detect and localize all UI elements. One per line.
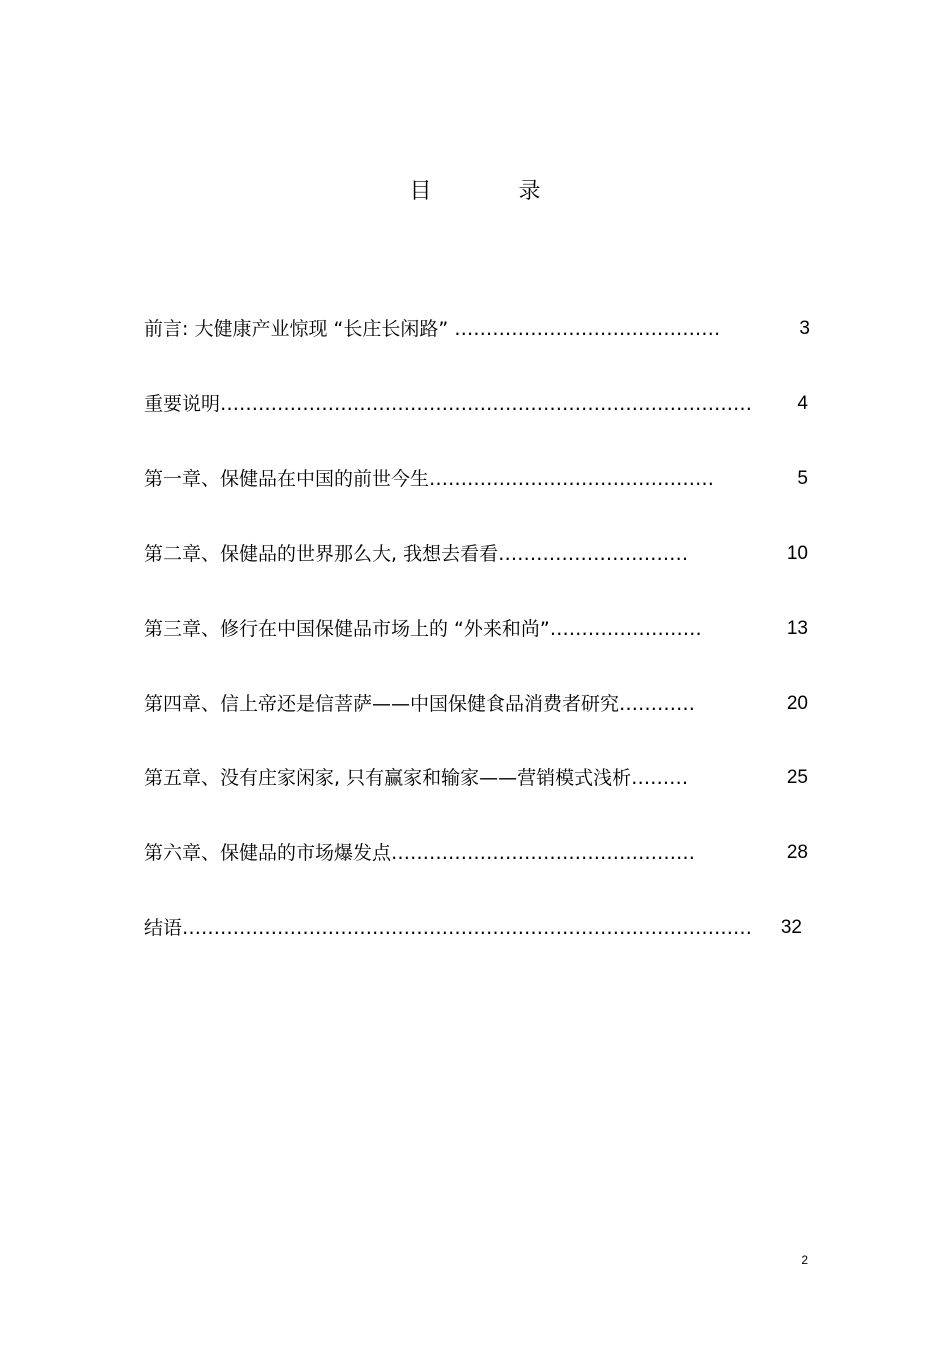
toc-entry-preface[interactable] [144, 314, 824, 344]
toc-entry-page: 13 [786, 618, 808, 639]
page-title: 目 录 [409, 179, 581, 204]
toc-entry-page: 25 [786, 767, 808, 788]
toc-entry-page: 4 [797, 393, 808, 414]
page-number: 2 [801, 1253, 808, 1267]
toc-entry-label: 重要说明………………………………………………………………………… [144, 393, 753, 415]
toc-entry-label: 结语……………………………………………………………………………… [144, 917, 753, 939]
toc-entry-chapter-5[interactable] [144, 763, 824, 793]
toc-entry-notes[interactable] [144, 389, 824, 419]
toc-entry-chapter-1[interactable] [144, 464, 824, 494]
toc-entry-label: 第六章、保健品的市场爆发点………………………………………… [144, 842, 696, 864]
toc-entry-page: 3 [799, 318, 810, 339]
toc-entry-chapter-6[interactable] [144, 838, 824, 868]
toc-entry-label: 第二章、保健品的世界那么大, 我想去看看………………………… [144, 543, 689, 565]
toc-entry-page: 28 [786, 842, 808, 863]
toc-entry-label: 第一章、保健品在中国的前世今生……………………………………… [144, 468, 715, 490]
toc-entry-label: 第三章、修行在中国保健品市场上的 “外来和尚”…………………… [144, 618, 702, 640]
toc-entry-page: 10 [786, 543, 808, 564]
toc-entry-page: 20 [786, 693, 808, 714]
toc-entry-chapter-2[interactable] [144, 539, 824, 569]
toc-entry-label: 第四章、信上帝还是信菩萨——中国保健食品消费者研究………… [144, 693, 696, 715]
toc-entry-chapter-3[interactable] [144, 614, 824, 644]
toc-entry-label: 前言: 大健康产业惊现 “长庄长闲路” …………………………………… [144, 318, 721, 340]
toc-entry-label: 第五章、没有庄家闲家, 只有赢家和输家——营销模式浅析……… [144, 767, 689, 789]
toc-entry-page: 32 [780, 917, 802, 938]
toc-entry-conclusion[interactable] [144, 913, 824, 943]
toc-entry-page: 5 [797, 468, 808, 489]
toc-entry-chapter-4[interactable] [144, 689, 824, 719]
